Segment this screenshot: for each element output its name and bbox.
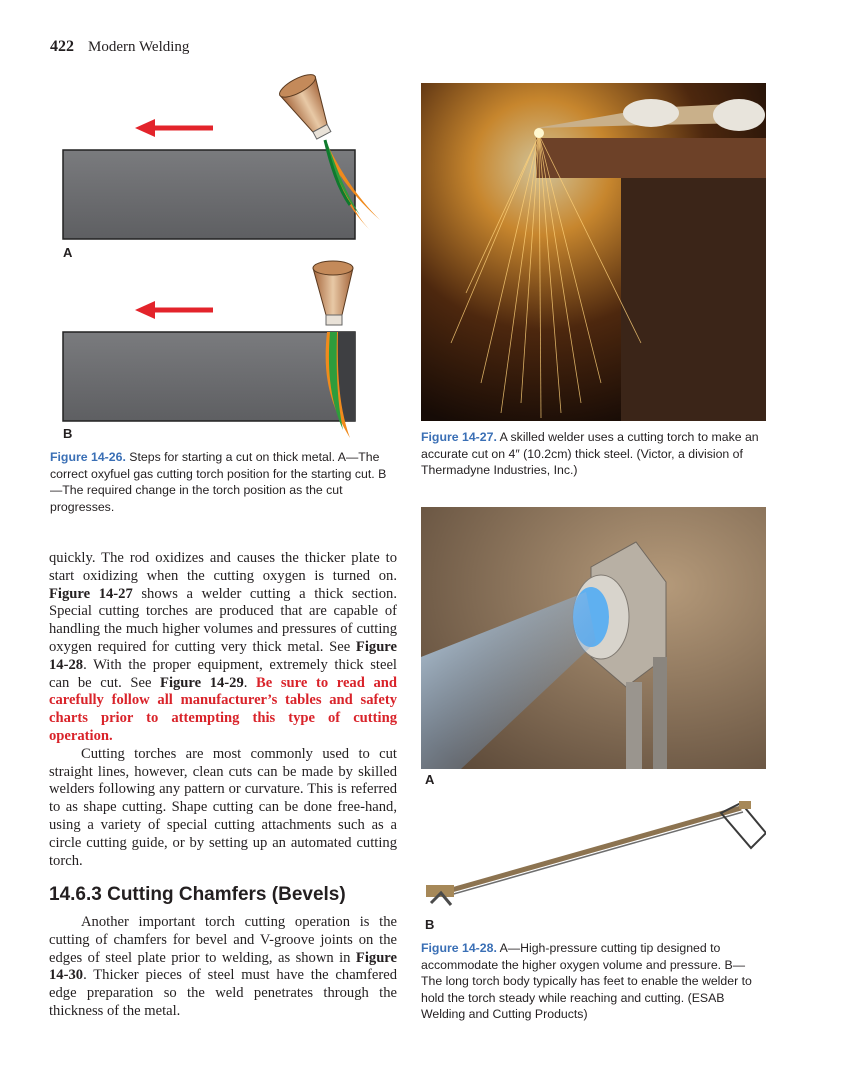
torch-nozzle-a — [277, 70, 342, 144]
figure-14-28b-photo — [421, 793, 766, 913]
paragraph-3 — [49, 914, 397, 1021]
book-title: Modern Welding — [88, 39, 190, 55]
figure-14-26-label-a: A — [63, 245, 73, 260]
figure-14-27-number: Figure 14-27. — [421, 430, 497, 444]
p1-text-a: quickly. The rod oxidizes and causes the thicker plate to start oxidizing when the cutting oxygen is turned on. — [49, 550, 397, 584]
page-header — [50, 38, 189, 56]
body-text-section — [49, 914, 397, 1021]
figure-14-28-label-a: A — [425, 772, 435, 787]
direction-arrow-a — [135, 119, 213, 137]
figure-14-28-number: Figure 14-28. — [421, 941, 497, 955]
figure-14-26-caption — [50, 449, 395, 515]
figure-14-28-caption — [421, 940, 766, 1023]
figure-ref-14-27: Figure 14-27 — [49, 585, 133, 602]
figure-14-26-label-b: B — [63, 426, 73, 441]
safety-warning: Be sure to read and carefully follow all manufacturer’s tables and safety charts prior to attempting this type of cutting operation. — [49, 674, 397, 744]
page-number: 422 — [50, 38, 74, 55]
figure-14-28-label-b: B — [425, 917, 435, 932]
figure-14-27-photo — [421, 83, 766, 421]
p3-text-a: Another important torch cutting operation is the cutting of chamfers for bevel and V-groove joints on the edges of steel plate prior to welding, as shown in — [49, 914, 397, 966]
p1-text-d: . — [243, 674, 257, 691]
figure-ref-14-29: Figure 14-29 — [160, 674, 244, 691]
figure-ref-14-28: Figure 14-28 — [49, 638, 397, 673]
steel-plate-a — [63, 150, 355, 239]
direction-arrow-b — [135, 301, 213, 319]
figure-14-26-illustration — [55, 70, 395, 450]
figure-14-26-caption-text: Steps for starting a cut on thick metal. A—The correct oxyfuel gas cutting torch position for the starting cut. B—The required change in the torch position as the cut progresses. — [50, 450, 387, 514]
paragraph-1 — [49, 550, 397, 746]
figure-14-27-caption-text: A skilled welder uses a cutting torch to make an accurate cut on 4″ (10.2cm) thick steel. (Victor, a division of Thermadyne Industries, Inc.) — [421, 430, 759, 477]
torch-nozzle-b — [313, 261, 353, 325]
p1-text-c: . With the proper equipment, extremely thick steel can be cut. See — [49, 656, 397, 691]
figure-14-28a-photo — [421, 507, 766, 769]
figure-14-27-caption — [421, 429, 766, 479]
figure-14-28-caption-text: A—High-pressure cutting tip designed to accommodate the higher oxygen volume and pressure. B—The long torch body typically has feet to enable the welder to hold the torch steady while reaching and cutting. (ESAB Welding and Cutting Products) — [421, 941, 752, 1021]
body-text-column — [49, 550, 397, 870]
p1-text-b: shows a welder cutting a thick section. Special cutting torches are produced that are capable of handling the much higher volumes and pressures of cutting oxygen required for cutting very thick metal. See — [49, 585, 397, 655]
p3-text-b: . Thicker pieces of steel must have the chamfered edge preparation so the weld penetrates through the thickness of the metal. — [49, 967, 397, 1019]
steel-plate-b — [63, 332, 355, 421]
paragraph-2: Cutting torches are most commonly used to cut straight lines, however, clean cuts can be made by skilled welders following any pattern or curvature. This is referred to as shape cutting. Shape cutting can be done free-hand, using a variety of special cutting attachments such as a circle cutting guide, or by setting up an automated cutting torch. — [49, 745, 397, 869]
section-heading: 14.6.3 Cutting Chamfers (Bevels) — [49, 884, 346, 905]
figure-ref-14-30: Figure 14-30 — [49, 949, 397, 984]
figure-14-26-number: Figure 14-26. — [50, 450, 126, 464]
